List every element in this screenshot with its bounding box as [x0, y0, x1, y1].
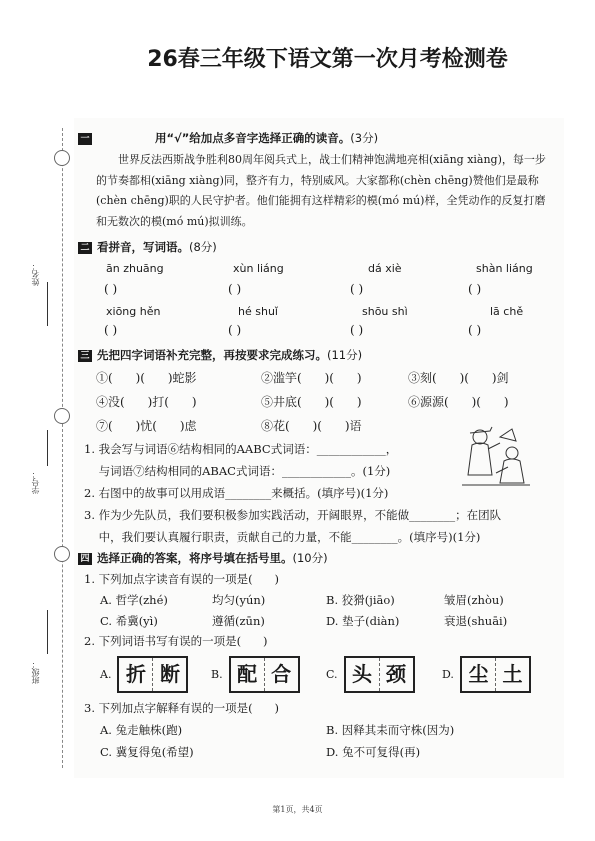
question-text: 2. 下列词语书写有误的一项是( ) [84, 634, 268, 648]
answer-option: C. 冀复得兔(希望) [100, 745, 194, 759]
question-text: 中，我们要认真履行职责，贡献自己的力量，不能________。(填序号)(1分) [84, 530, 481, 544]
option-label: D. [442, 668, 454, 681]
answer-option: B. 狡猾(jiāo) [326, 593, 395, 607]
answer-option: A. 哲学(zhé) [100, 593, 168, 607]
pinyin-prompt: dá xiè [368, 262, 402, 275]
binding-hole [54, 408, 70, 424]
pinyin-prompt: ān zhuāng [106, 262, 164, 275]
question-text: 2. 右图中的故事可以用成语________来概括。(填序号)(1分) [84, 486, 389, 500]
section-1-passage: 世界反法西斯战争胜利80周年阅兵式上，战士们精神饱满地亮相(xiāng xiàng)，每一步的节奏都相(xiāng xiàng)同，整齐有力，特别威风。大家都称(chèn chēng)赞他们是最称(chèn chēng)职的人民守护者。他们能拥有这样精彩的模(mó mú)样，全凭动作的反复打磨和无数次的模(mó mú)拟训练。 [96, 153, 546, 228]
binding-hole [54, 150, 70, 166]
tian-grid-char: 折 [125, 662, 146, 686]
answer-blank[interactable]: ( ) [468, 323, 482, 337]
tian-grid-char: 土 [495, 658, 529, 691]
pinyin-prompt: shōu shì [362, 305, 408, 318]
section-number: 二 [78, 242, 92, 254]
answer-blank[interactable]: ( ) [350, 323, 364, 337]
word-option-c [326, 656, 415, 693]
pinyin-prompt: hé shuǐ [238, 305, 278, 318]
name-blank [47, 282, 48, 326]
tian-grid-char: 颈 [379, 658, 413, 691]
sail [500, 429, 516, 441]
question-text: 3. 作为少先队员，我们要积极参加实践活动，开阔眼界，不能做________；在团队 [84, 508, 502, 522]
idiom-blank[interactable]: ⑧花( )( )语 [261, 419, 362, 433]
answer-option: 皱眉(zhòu) [444, 593, 504, 607]
pinyin-prompt: xiōng hěn [106, 305, 161, 318]
answer-blank[interactable]: ( ) [228, 323, 242, 337]
idiom-blank[interactable]: ⑥源源( )( ) [408, 395, 509, 409]
answer-option: D. 垫子(diàn) [326, 614, 400, 628]
tian-grid-char: 头 [352, 662, 373, 686]
word-option-d [442, 656, 531, 693]
figure-arm [488, 443, 500, 449]
section-2-heading [78, 239, 217, 255]
section-title: 选择正确的答案，将序号填在括号里。 [97, 551, 293, 565]
answer-option: A. 兔走触株(跑) [100, 723, 183, 737]
section-3-heading [78, 347, 362, 363]
answer-blank[interactable]: ( ) [228, 282, 242, 296]
idiom-blank[interactable]: ②滥竽( )( ) [261, 371, 362, 385]
figure-robe [468, 443, 492, 475]
question-text: 1. 我会写与词语⑥结构相同的AABC式词语：____________， [84, 442, 398, 456]
section-points: (11分) [327, 348, 363, 362]
answer-blank[interactable]: ( ) [468, 282, 482, 296]
figure-robe [500, 459, 524, 483]
section-4-heading [78, 550, 328, 566]
section-points: (10分) [292, 551, 328, 565]
story-illustration [460, 423, 532, 489]
binding-hole [54, 546, 70, 562]
section-number: 三 [78, 350, 92, 362]
tian-grid-char: 合 [264, 658, 298, 691]
tian-grid-char: 断 [152, 658, 186, 691]
binding-line [62, 128, 63, 768]
answer-option: B. 因释其耒而守株(因为) [326, 723, 455, 737]
word-option-a [100, 656, 188, 693]
section-points: (3分) [350, 131, 379, 145]
student-id-blank [47, 430, 48, 466]
word-option-b [211, 656, 300, 693]
section-title: 看拼音，写词语。 [97, 240, 189, 254]
idiom-blank[interactable]: ④没( )打( ) [96, 395, 197, 409]
idiom-blank[interactable]: ①( )( )蛇影 [96, 371, 197, 385]
section-points: (8分) [189, 240, 217, 254]
section-number: 四 [78, 553, 92, 565]
answer-blank[interactable]: ( ) [350, 282, 364, 296]
class-blank [47, 610, 48, 654]
section-title: 先把四字词语补充完整，再按要求完成练习。 [97, 348, 327, 362]
idiom-blank[interactable]: ⑦( )忧( )虑 [96, 419, 197, 433]
pinyin-prompt: lā chě [490, 305, 524, 318]
answer-option: 遵循(zūn) [212, 614, 265, 628]
section-title: 用“√”给加点多音字选择正确的读音。 [155, 131, 351, 145]
option-label: C. [326, 668, 338, 681]
page-number: 第1页，共4页 [272, 805, 323, 814]
answer-option: 衰退(shuāi) [444, 614, 508, 628]
tian-grid-char: 配 [237, 662, 258, 686]
answer-option: 均匀(yún) [212, 593, 266, 607]
pinyin-prompt: xùn liáng [233, 262, 284, 275]
question-text: 与词语⑦结构相同的ABAC式词语：____________。(1分) [84, 464, 391, 478]
exam-title: 26春三年级下语文第一次月考检测卷 [147, 47, 508, 72]
option-label: B. [211, 668, 223, 681]
name-label: 姓名： [31, 262, 40, 286]
tian-grid-char: 尘 [468, 662, 489, 686]
class-label: 班级： [31, 660, 40, 684]
idiom-blank[interactable]: ⑤井底( )( ) [261, 395, 362, 409]
idiom-blank[interactable]: ③刻( )( )剑 [408, 371, 509, 385]
section-number: 一 [78, 133, 92, 145]
question-text: 3. 下列加点字解释有误的一项是( ) [84, 701, 280, 715]
question-text: 1. 下列加点字读音有误的一项是( ) [84, 572, 280, 586]
option-label: A. [100, 668, 112, 681]
answer-option: D. 兔不可复得(再) [326, 745, 421, 759]
student-id-label: 学号： [31, 470, 40, 494]
answer-option: C. 希冀(yì) [100, 614, 158, 628]
pinyin-prompt: shàn liáng [476, 262, 533, 275]
figure-head [506, 447, 518, 459]
answer-blank[interactable]: ( ) [104, 282, 118, 296]
answer-blank[interactable]: ( ) [104, 323, 118, 337]
section-1-heading [78, 130, 378, 146]
